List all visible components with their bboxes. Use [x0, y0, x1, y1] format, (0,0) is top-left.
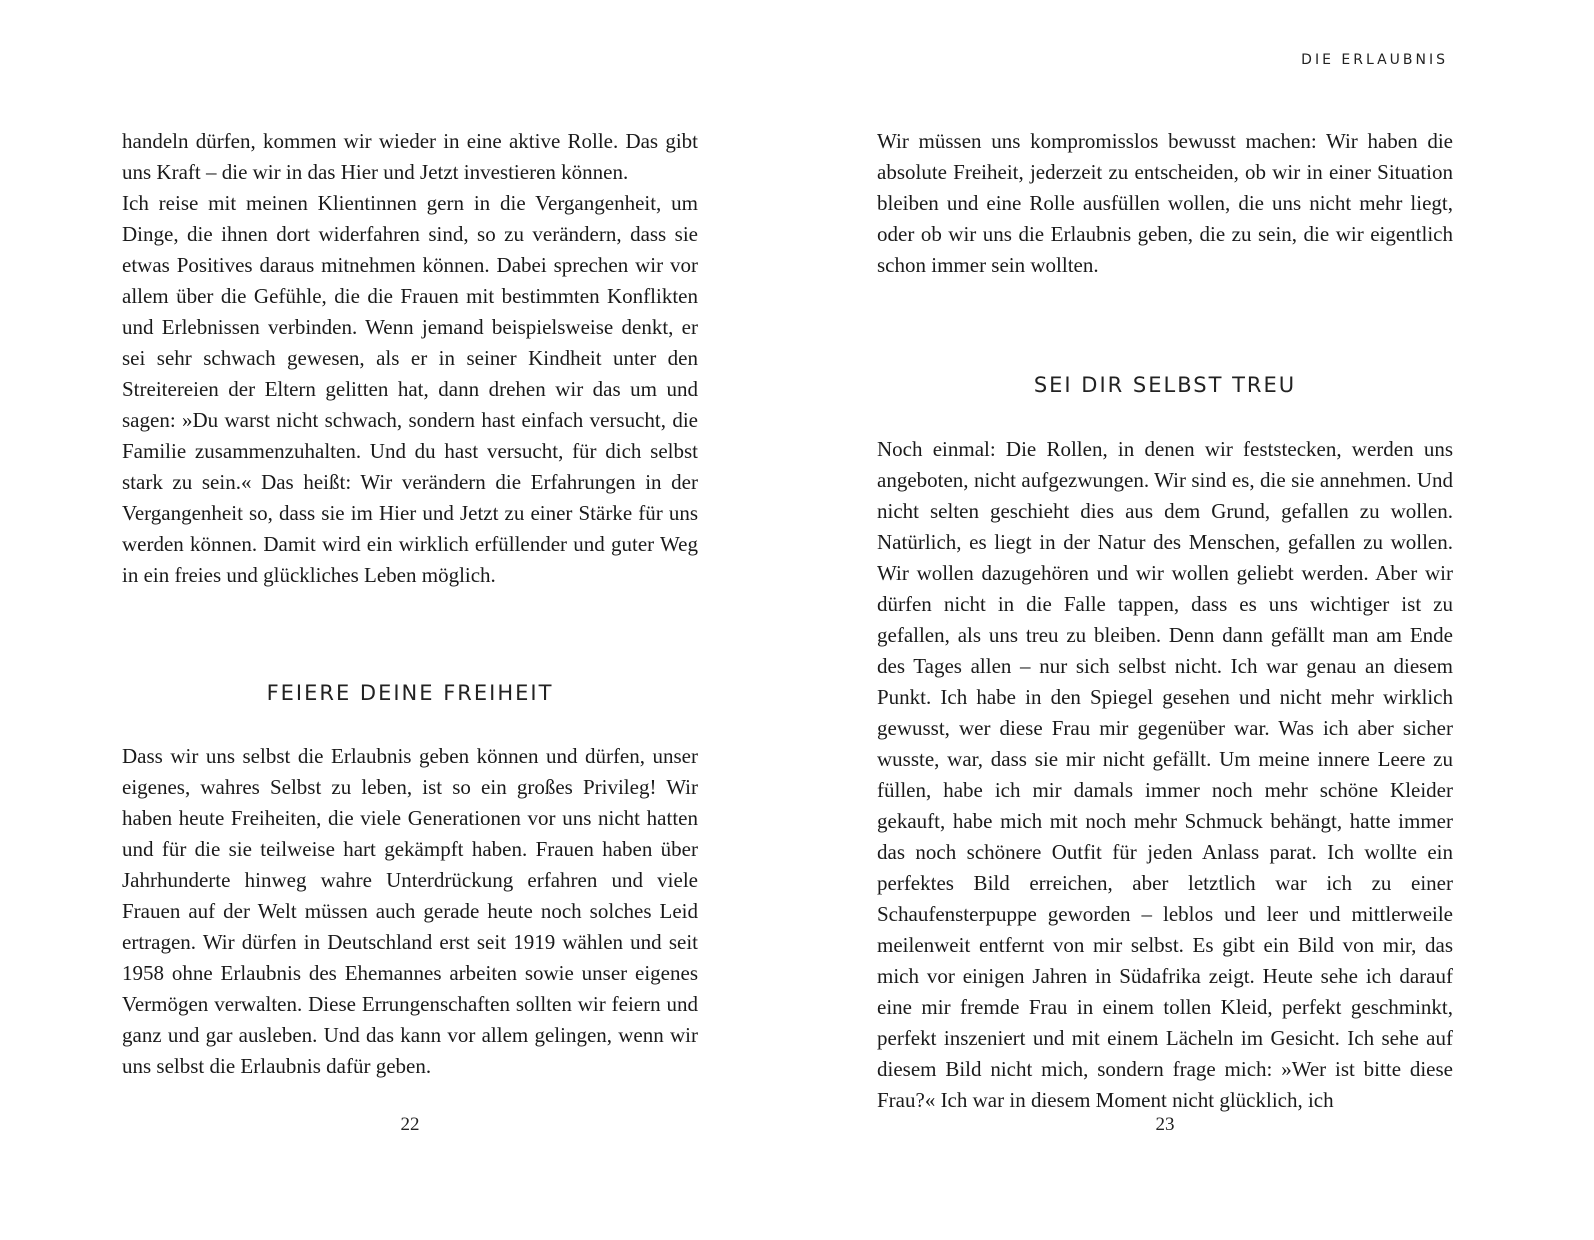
page-number: 23: [1155, 1114, 1175, 1135]
paragraph: Ich reise mit meinen Klientinnen gern in die Vergangenheit, um Dinge, die ihnen dort widerfahren sind, so zu verändern, dass sie etwas Positives daraus mitnehmen können. Dabei sprechen wir vor allem über die Gefühle, die die Frauen mit bestimmten Konflikten und Erlebnissen verbinden. Wenn jemand beispielsweise denkt, er sei sehr schwach gewesen, als er in seiner Kindheit unter den Streitereien der Eltern gelitten hat, dann drehen wir das um und sagen: »Du warst nicht schwach, sondern hast einfach versucht, die Familie zusammenzuhalten. Und du hast versucht, für dich selbst stark zu sein.« Das heißt: Wir verändern die Erfahrungen in der Vergangenheit so, dass sie im Hier und Jetzt zu einer Stärke für uns werden können. Damit wird ein wirklich erfüllender und guter Weg in ein freies und glückliches Leben möglich.: [122, 191, 698, 587]
right-body-top: [877, 126, 1453, 281]
paragraph: Noch einmal: Die Rollen, in denen wir feststecken, werden uns angeboten, nicht aufgezwungen. Wir sind es, die sie annehmen. Und nicht selten geschieht dies aus dem Grund, gefallen zu wollen. Natürlich, es liegt in der Natur des Menschen, gefallen zu wollen. Wir wollen dazugehören und wir wollen geliebt werden. Aber wir dürfen nicht in die Falle tappen, dass es uns wichtiger ist zu gefallen, als uns treu zu bleiben. Denn dann gefällt man am Ende des Tages allen – nur sich selbst nicht. Ich war genau an diesem Punkt. Ich habe in den Spiegel gesehen und nicht mehr wirklich gewusst, wer diese Frau mir gegenüber war. Was ich aber sicher wusste, war, dass sie mir nicht gefällt. Um meine innere Leere zu füllen, habe ich mir damals immer noch mehr schöne Kleider gekauft, habe mich mit noch mehr Schmuck behängt, hatte immer das noch schönere Outfit für jeden Anlass parat. Ich wollte ein perfektes Bild erreichen, aber letztlich war ich zu einer Schaufensterpuppe geworden – leblos und leer und mittlerweile meilenweit entfernt von mir selbst. Es gibt ein Bild von mir, das mich vor einigen Jahren in Südafrika zeigt. Heute sehe ich darauf eine mir fremde Frau in einem tollen Kleid, perfekt geschminkt, perfekt inszeniert und mit einem Lächeln im Gesicht. Ich sehe auf diesem Bild nicht mich, sondern frage mich: »Wer ist bitte diese Frau?« Ich war in diesem Moment nicht glücklich, ich: [877, 437, 1453, 1112]
paragraph: Dass wir uns selbst die Erlaubnis geben können und dürfen, unser eigenes, wahres Selbst zu leben, ist so ein großes Privileg! Wir haben heute Freiheiten, die viele Generationen vor uns nicht hatten und für die sie teilweise hart gekämpft haben. Frauen haben über Jahrhunderte hinweg wahre Unterdrückung erfahren und viele Frauen auf der Welt müssen auch gerade heute noch solches Leid ertragen. Wir dürfen in Deutschland erst seit 1919 wählen und seit 1958 ohne Erlaubnis des Ehemannes arbeiten sowie unser eigenes Vermögen verwalten. Diese Errungenschaften sollten wir feiern und ganz und gar ausleben. Und das kann vor allem gelingen, wenn wir uns selbst die Erlaubnis dafür geben.: [122, 744, 698, 1078]
right-page: [797, 0, 1594, 1240]
page-number: 22: [400, 1114, 420, 1135]
running-header: DIE ERLAUBNIS: [1301, 52, 1448, 68]
section-heading: SEI DIR SELBST TREU: [1033, 373, 1297, 397]
left-body-top: [122, 126, 698, 591]
left-body-bottom: [122, 741, 698, 1082]
paragraph: handeln dürfen, kommen wir wieder in eine aktive Rolle. Das gibt uns Kraft – die wir in das Hier und Jetzt investieren können.: [122, 129, 698, 184]
section-heading: FEIERE DEINE FREIHEIT: [266, 681, 554, 705]
paragraph: Wir müssen uns kompromisslos bewusst machen: Wir haben die absolute Freiheit, jederzeit zu entscheiden, ob wir in einer Situation bleiben und eine Rolle ausfüllen wollen, die uns nicht mehr liegt, oder ob wir uns die Erlaubnis geben, die zu sein, die wir eigentlich schon immer sein wollten.: [877, 129, 1453, 277]
right-body-bottom: [877, 434, 1453, 1116]
